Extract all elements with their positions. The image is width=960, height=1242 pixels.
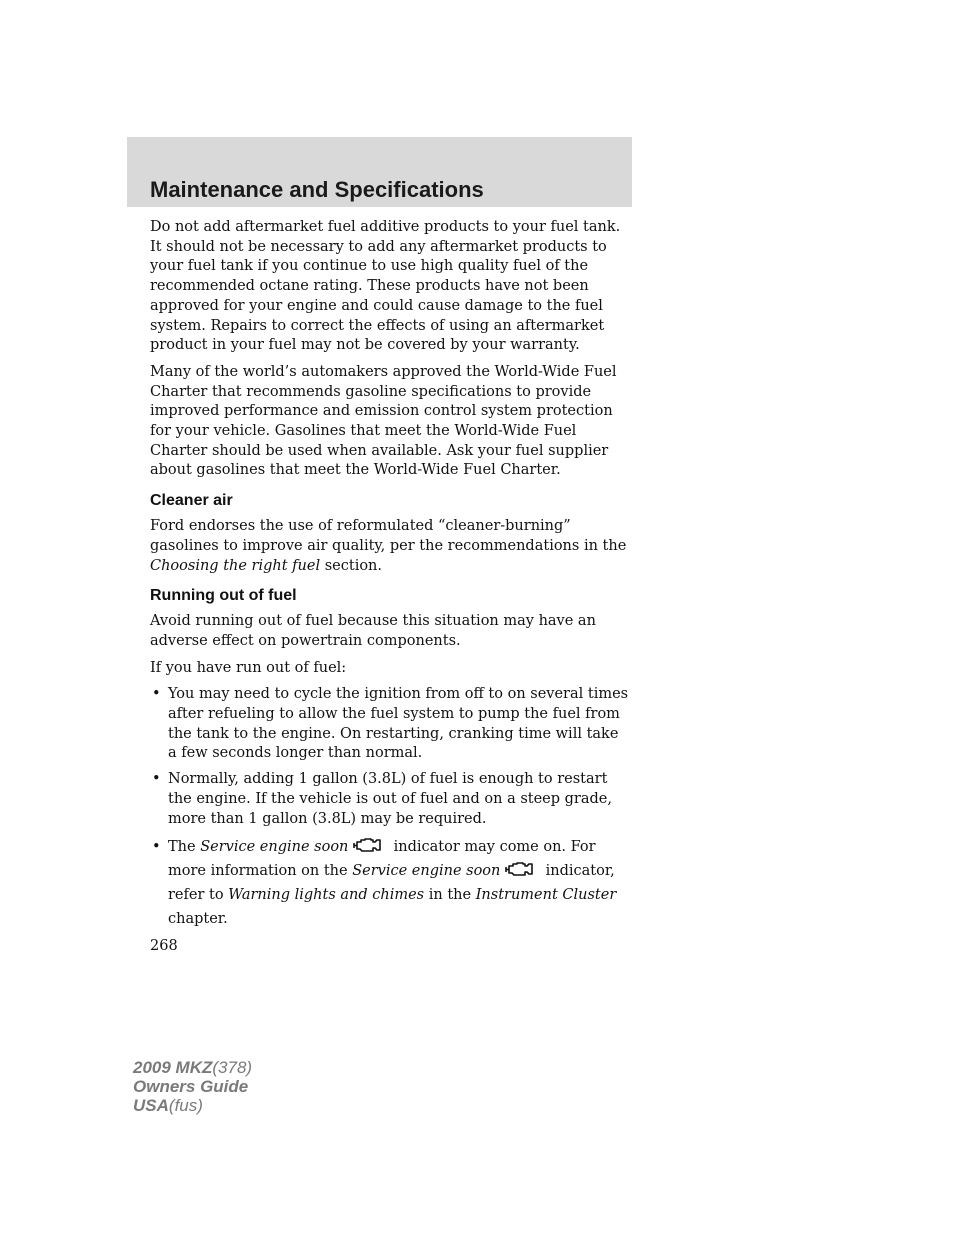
crossref-instrument-cluster: Instrument Cluster — [475, 887, 617, 904]
page-content — [150, 218, 630, 937]
check-engine-icon — [353, 836, 383, 854]
page-number: 268 — [150, 938, 178, 954]
crossref-warning-lights: Warning lights and chimes — [228, 887, 425, 904]
footer-guide-line: Owners Guide — [133, 1077, 249, 1096]
paragraph-cleaner-air: Ford endorses the use of reformulated “cleaner-burning” gasolines to improve air quality, per the recommendations in the Choosing the right fuel section. — [150, 518, 627, 574]
list-item: • The Service engine soon indicator may come on. For more information on the Service engine soon indicator, refer to Warning lights and chimes in the Instrument Cluster chapter. — [150, 835, 630, 931]
footer-region-line: USA(fus) — [133, 1096, 203, 1115]
paragraph-additives: Do not add aftermarket fuel additive products to your fuel tank. It should not be necessary to add any aftermarket products to your fuel tank if you continue to use high quality fuel of the recommended octane rating. These products have not been approved for your engine and could cause damage to the fuel system. Repairs to correct the effects of using an aftermarket product in your fuel may not be covered by your warranty. — [150, 219, 621, 354]
bullet-list — [150, 685, 630, 931]
list-item: • Normally, adding 1 gallon (3.8L) of fuel is enough to restart the engine. If the vehicle is out of fuel and on a steep grade, more than 1 gallon (3.8L) may be required. — [152, 771, 612, 827]
paragraph-fuel-charter: Many of the world’s automakers approved the World-Wide Fuel Charter that recommends gasoline specifications to provide improved performance and emission control system protection for your vehicle. Gasolines that meet the World-Wide Fuel Charter should be used when available. Ask your fuel supplier about gasolines that meet the World-Wide Fuel Charter. — [150, 363, 617, 479]
check-engine-icon — [505, 860, 535, 878]
list-item: • You may need to cycle the ignition from off to on several times after refueling to allow the fuel system to pump the fuel from the tank to the engine. On restarting, cranking time will take a few seconds longer than normal. — [152, 686, 629, 762]
paragraph-if-run-out: If you have run out of fuel: — [150, 659, 347, 676]
crossref-choosing-fuel: Choosing the right fuel — [150, 557, 321, 574]
footer-model-line: 2009 MKZ(378) — [133, 1058, 253, 1077]
paragraph-running-out: Avoid running out of fuel because this situation may have an adverse effect on powertrain components. — [150, 613, 596, 649]
bullet-mark: • — [152, 686, 161, 703]
heading-cleaner-air: Cleaner air — [150, 492, 233, 510]
document-footer — [133, 1058, 252, 1115]
bullet-mark: • — [152, 839, 161, 856]
bullet-mark: • — [152, 771, 161, 788]
heading-running-out: Running out of fuel — [150, 587, 297, 605]
section-title: Maintenance and Specifications — [150, 177, 484, 202]
